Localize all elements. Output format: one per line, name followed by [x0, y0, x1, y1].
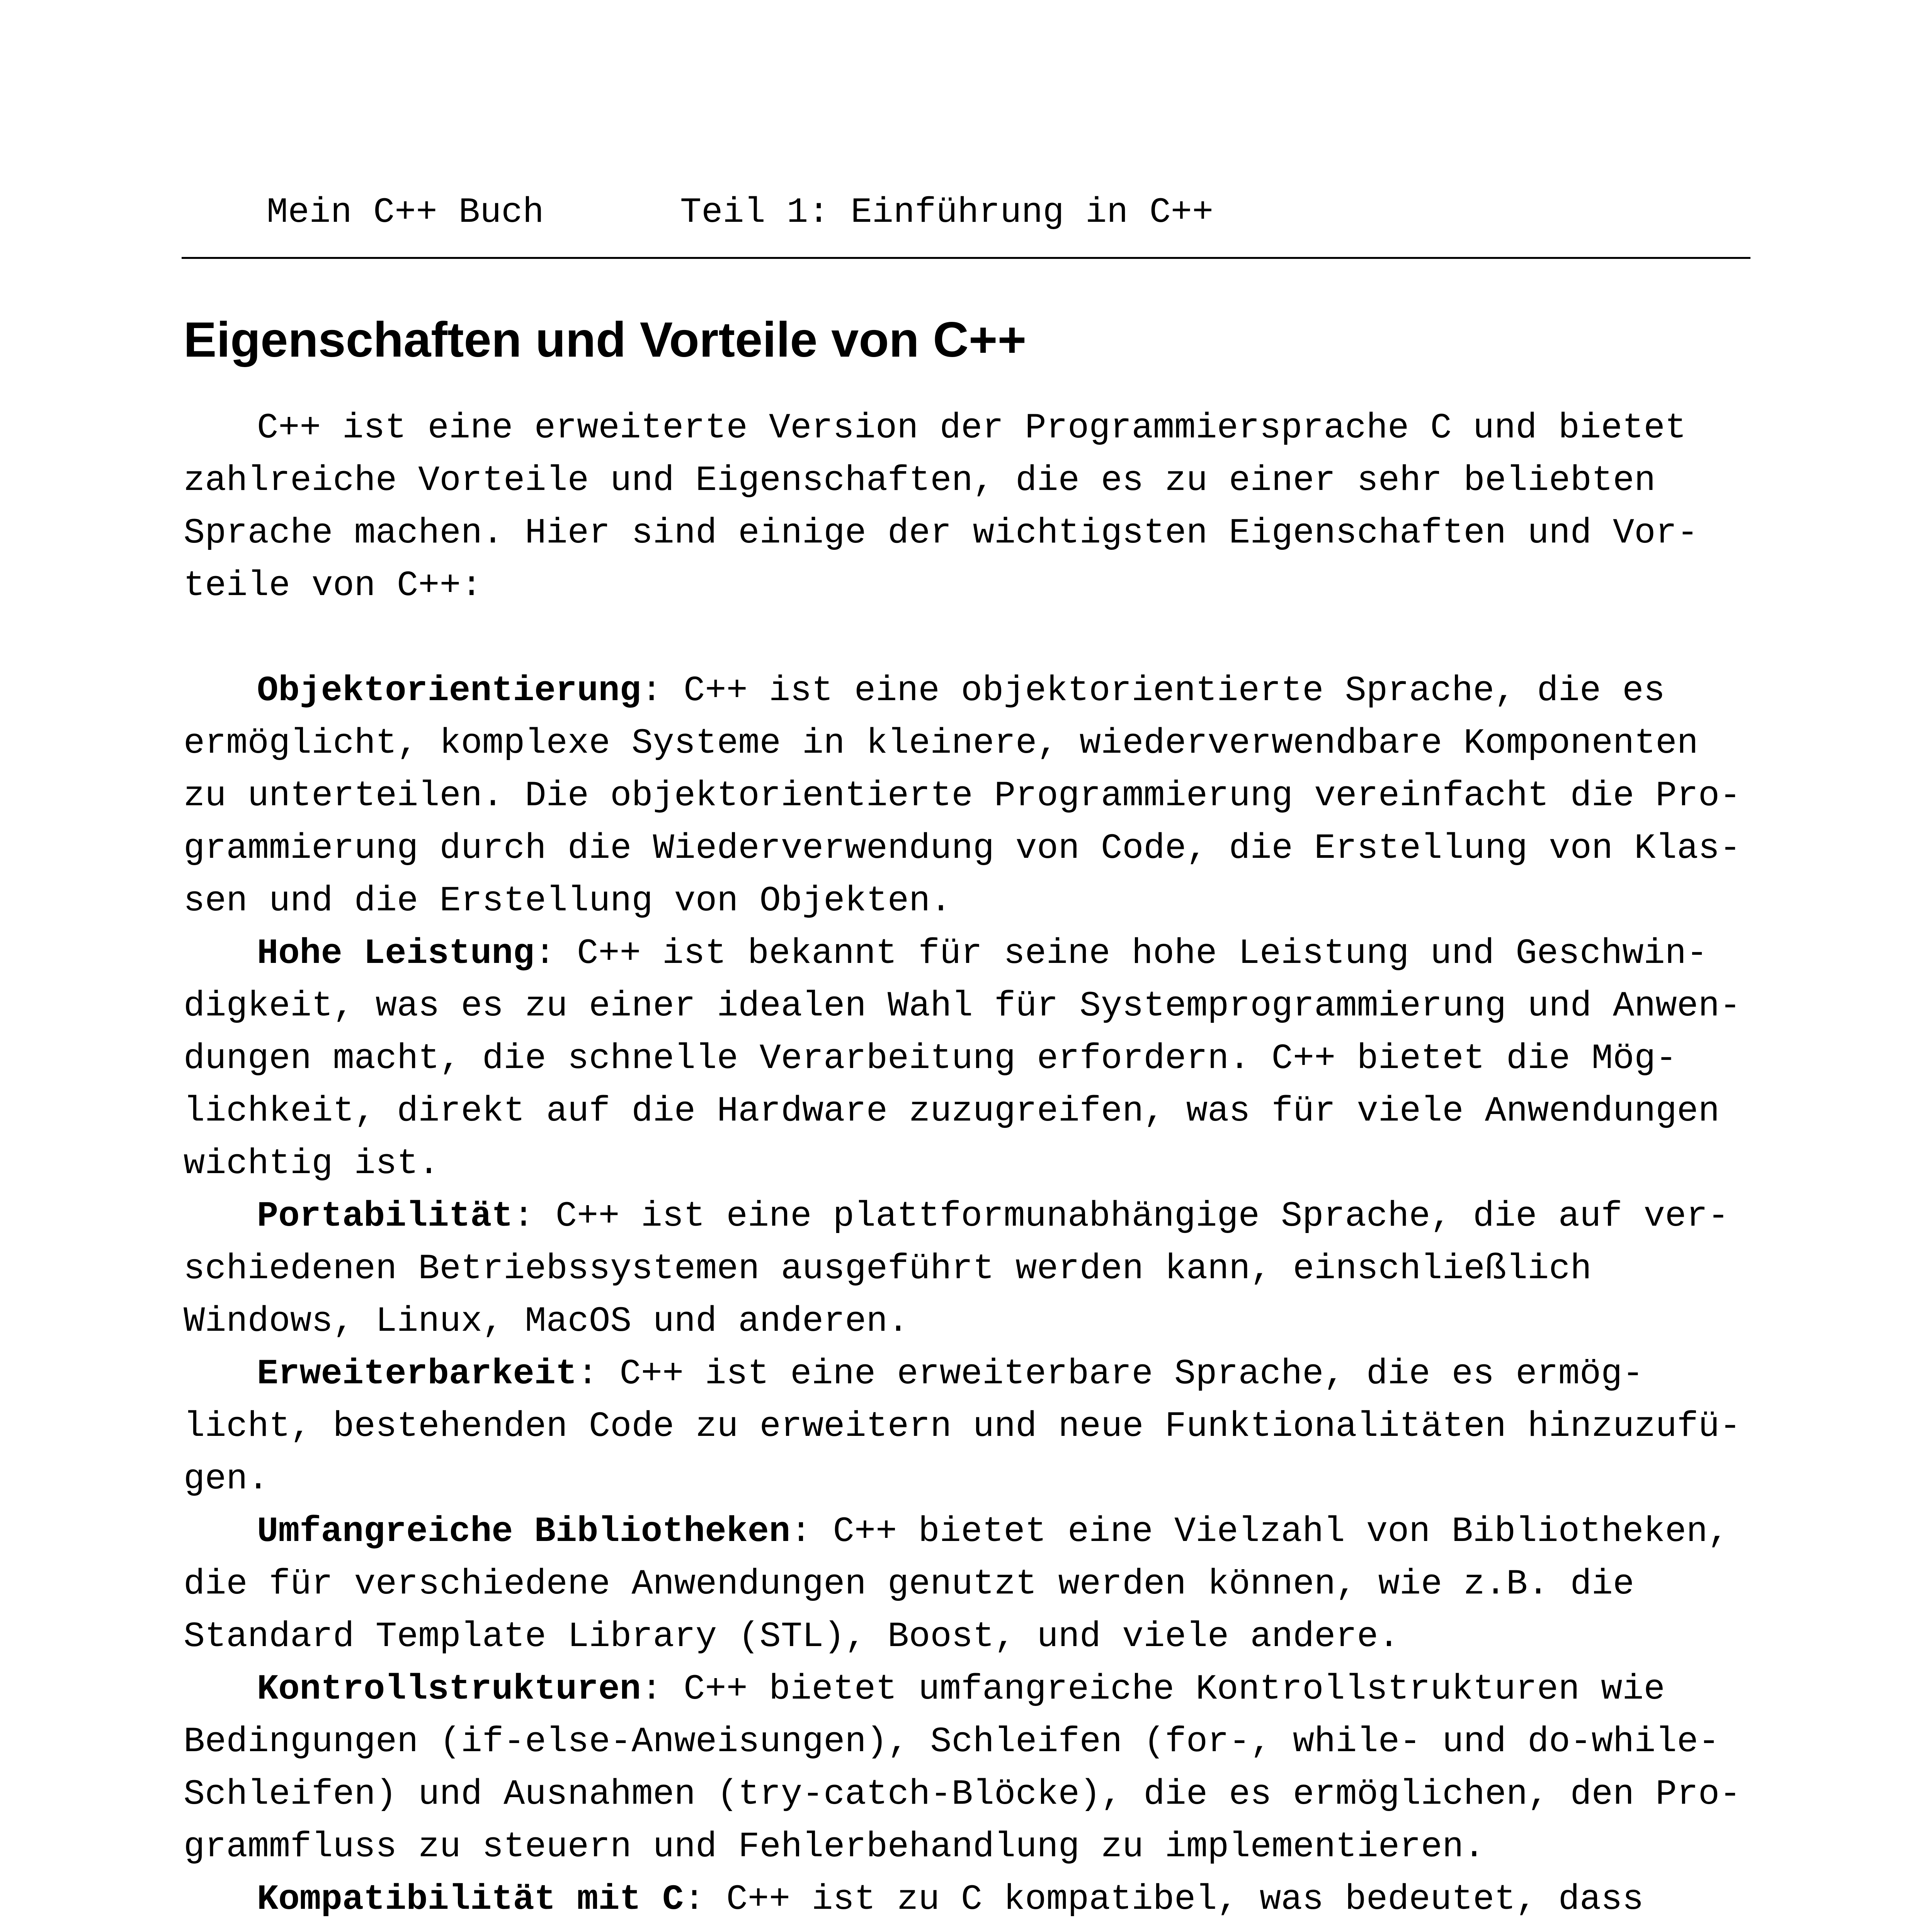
paragraph-gap [184, 612, 1806, 665]
feature-objektorientierung [184, 665, 1806, 927]
text-line [184, 1505, 1806, 1558]
text-line: Standard Template Library (STL), Boost, und viele andere. [184, 1616, 1400, 1657]
text-line [184, 1926, 1806, 1932]
feature-term: Objektorientierung [257, 670, 641, 711]
feature-term: Portabilität [257, 1196, 513, 1236]
text-line [184, 927, 1806, 980]
feature-term: Hohe Leistung [257, 933, 534, 974]
feature-hohe-leistung [184, 927, 1806, 1190]
header-book-title: Mein C++ Buch [267, 192, 544, 233]
feature-term: Erweiterbarkeit [257, 1354, 577, 1394]
feature-text: : C++ ist bekannt für seine hohe Leistung und Geschwin- [534, 933, 1708, 974]
feature-erweiterbarkeit [184, 1348, 1806, 1505]
feature-text: : C++ ist eine erweiterbare Sprache, die es ermög- [577, 1354, 1644, 1394]
text-line: C++ ist eine erweiterte Version der Programmiersprache C und bietet [257, 408, 1687, 448]
text-line: dungen macht, die schnelle Verarbeitung erfordern. C++ bietet die Mög- [184, 1038, 1677, 1079]
feature-portabilitaet [184, 1190, 1806, 1348]
feature-kompatibilitaet [184, 1873, 1806, 1932]
text-line: lichkeit, direkt auf die Hardware zuzugreifen, was für viele Anwendungen [184, 1091, 1720, 1131]
section-title: Eigenschaften und Vorteile von C++ [184, 312, 1027, 367]
feature-bibliotheken [184, 1505, 1806, 1663]
text-line: zahlreiche Vorteile und Eigenschaften, die es zu einer sehr beliebten [184, 460, 1656, 501]
text-line: zu unterteilen. Die objektorientierte Programmierung vereinfacht die Pro- [184, 776, 1741, 816]
text-line [184, 1190, 1806, 1243]
text-line: Windows, Linux, MacOS und anderen. [184, 1301, 909, 1342]
text-line [184, 1873, 1806, 1926]
text-line: gen. [184, 1459, 269, 1499]
running-header [182, 185, 1750, 259]
text-line: wichtig ist. [184, 1143, 440, 1184]
feature-term: Kontrollstrukturen [257, 1669, 641, 1709]
text-line [184, 1663, 1806, 1716]
text-line: sen und die Erstellung von Objekten. [184, 881, 952, 921]
text-line: grammfluss zu steuern und Fehlerbehandlung zu implementieren. [184, 1827, 1485, 1867]
text-line: Bedingungen (if-else-Anweisungen), Schleifen (for-, while- und do-while- [184, 1721, 1720, 1762]
text-line: Sprache machen. Hier sind einige der wichtigsten Eigenschaften und Vor- [184, 513, 1698, 553]
text-line: grammierung durch die Wiederverwendung von Code, die Erstellung von Klas- [184, 828, 1741, 869]
feature-text: : C++ ist eine plattformunabhängige Sprache, die auf ver- [513, 1196, 1729, 1236]
body-text [184, 402, 1806, 1932]
text-line: schiedenen Betriebssystemen ausgeführt werden kann, einschließlich [184, 1248, 1592, 1289]
feature-text: : C++ ist zu C kompatibel, was bedeutet, dass [684, 1879, 1644, 1920]
text-line [184, 665, 1806, 717]
text-line: ermöglicht, komplexe Systeme in kleinere, wiederverwendbare Komponenten [184, 723, 1698, 764]
feature-term: Kompatibilität mit C [257, 1879, 684, 1920]
header-part-title: Teil 1: Einführung in C++ [680, 192, 1214, 233]
text-line: Schleifen) und Ausnahmen (try-catch-Blöcke), die es ermöglichen, den Pro- [184, 1774, 1741, 1815]
text-line [184, 1348, 1806, 1400]
text-line: teile von C++: [184, 565, 482, 606]
feature-kontrollstrukturen [184, 1663, 1806, 1873]
feature-text: : C++ ist eine objektorientierte Sprache, die es [641, 670, 1665, 711]
intro-paragraph [184, 402, 1806, 612]
feature-text: : C++ bietet umfangreiche Kontrollstrukturen wie [641, 1669, 1665, 1709]
feature-term: Umfangreiche Bibliotheken [257, 1511, 791, 1552]
feature-text: : C++ bietet eine Vielzahl von Bibliotheken, [790, 1511, 1729, 1552]
text-line: digkeit, was es zu einer idealen Wahl für Systemprogrammierung und Anwen- [184, 986, 1741, 1026]
text-line: licht, bestehenden Code zu erweitern und neue Funktionalitäten hinzuzufü- [184, 1406, 1741, 1447]
text-line: die für verschiedene Anwendungen genutzt werden können, wie z.B. die [184, 1564, 1635, 1604]
